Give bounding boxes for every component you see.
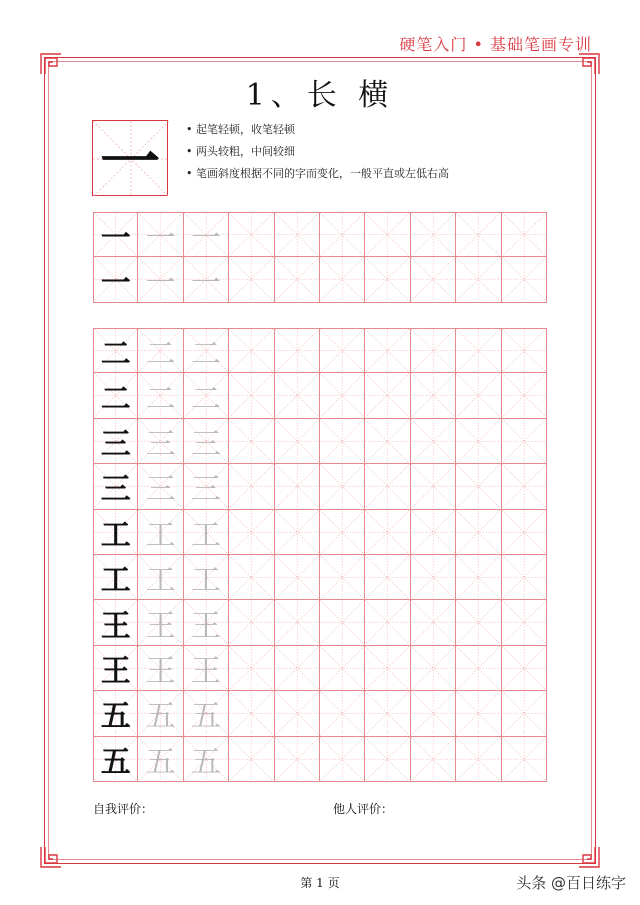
blank-practice-cell[interactable] bbox=[456, 212, 501, 257]
trace-character: 一 bbox=[190, 220, 221, 256]
trace-character: 三 bbox=[145, 472, 176, 508]
blank-practice-cell[interactable] bbox=[275, 212, 320, 257]
blank-practice-cell[interactable] bbox=[456, 257, 501, 302]
demo-character: 一 bbox=[100, 128, 160, 198]
blank-practice-cell[interactable] bbox=[275, 600, 320, 645]
blank-practice-cell[interactable] bbox=[411, 328, 456, 373]
trace-character: 王 bbox=[190, 653, 221, 689]
model-cell bbox=[93, 212, 138, 257]
blank-practice-cell[interactable] bbox=[456, 464, 501, 509]
blank-practice-cell[interactable] bbox=[456, 691, 501, 736]
blank-practice-cell[interactable] bbox=[411, 691, 456, 736]
model-cell bbox=[184, 212, 229, 257]
model-cell bbox=[138, 555, 183, 600]
model-character: 工 bbox=[100, 517, 131, 553]
trace-character: 五 bbox=[190, 699, 221, 735]
blank-practice-cell[interactable] bbox=[275, 419, 320, 464]
model-cell bbox=[93, 464, 138, 509]
model-character: 五 bbox=[100, 744, 131, 780]
blank-practice-cell[interactable] bbox=[275, 555, 320, 600]
corner-ornament bbox=[40, 846, 62, 868]
practice-grid-top bbox=[93, 212, 547, 303]
trace-character: 三 bbox=[190, 426, 221, 462]
model-cell bbox=[93, 328, 138, 373]
grid-row bbox=[93, 257, 547, 302]
model-cell bbox=[93, 510, 138, 555]
blank-practice-cell[interactable] bbox=[456, 510, 501, 555]
blank-practice-cell[interactable] bbox=[365, 373, 410, 418]
blank-practice-cell[interactable] bbox=[275, 328, 320, 373]
blank-practice-cell[interactable] bbox=[502, 373, 547, 418]
model-character: 三 bbox=[100, 472, 131, 508]
blank-practice-cell[interactable] bbox=[502, 419, 547, 464]
blank-practice-cell[interactable] bbox=[320, 212, 365, 257]
trace-character: 二 bbox=[190, 336, 221, 372]
blank-practice-cell[interactable] bbox=[229, 464, 274, 509]
model-cell bbox=[184, 737, 229, 782]
corner-ornament bbox=[578, 846, 600, 868]
tip-item: • 起笔轻顿，收笔轻顿 bbox=[186, 119, 449, 141]
blank-practice-cell[interactable] bbox=[502, 555, 547, 600]
blank-practice-cell[interactable] bbox=[229, 212, 274, 257]
grid-row bbox=[93, 212, 547, 257]
self-evaluation-label: 自我评价： bbox=[93, 802, 154, 816]
blank-practice-cell[interactable] bbox=[275, 464, 320, 509]
model-cell bbox=[138, 646, 183, 691]
blank-practice-cell[interactable] bbox=[275, 257, 320, 302]
blank-practice-cell[interactable] bbox=[365, 691, 410, 736]
blank-practice-cell[interactable] bbox=[456, 646, 501, 691]
model-cell bbox=[138, 737, 183, 782]
blank-practice-cell[interactable] bbox=[320, 737, 365, 782]
blank-practice-cell[interactable] bbox=[365, 510, 410, 555]
trace-character: 五 bbox=[145, 699, 176, 735]
blank-practice-cell[interactable] bbox=[502, 257, 547, 302]
blank-practice-cell[interactable] bbox=[502, 328, 547, 373]
model-cell bbox=[138, 257, 183, 302]
blank-practice-cell[interactable] bbox=[411, 212, 456, 257]
blank-practice-cell[interactable] bbox=[229, 257, 274, 302]
grid-row bbox=[93, 555, 547, 600]
trace-character: 三 bbox=[145, 426, 176, 462]
model-character: 一 bbox=[100, 220, 131, 256]
blank-practice-cell[interactable] bbox=[411, 737, 456, 782]
model-cell bbox=[184, 464, 229, 509]
blank-practice-cell[interactable] bbox=[502, 600, 547, 645]
blank-practice-cell[interactable] bbox=[411, 600, 456, 645]
model-cell bbox=[93, 257, 138, 302]
tips-list bbox=[186, 119, 449, 185]
blank-practice-cell[interactable] bbox=[365, 419, 410, 464]
trace-character: 一 bbox=[145, 265, 176, 301]
model-cell bbox=[138, 419, 183, 464]
blank-practice-cell[interactable] bbox=[275, 691, 320, 736]
series-title: 硬笔入门 • 基础笔画专训 bbox=[399, 35, 592, 54]
blank-practice-cell[interactable] bbox=[320, 510, 365, 555]
model-cell bbox=[93, 737, 138, 782]
blank-practice-cell[interactable] bbox=[411, 464, 456, 509]
blank-practice-cell[interactable] bbox=[275, 510, 320, 555]
blank-practice-cell[interactable] bbox=[320, 600, 365, 645]
model-cell bbox=[138, 464, 183, 509]
model-cell bbox=[184, 510, 229, 555]
blank-practice-cell[interactable] bbox=[229, 419, 274, 464]
model-cell bbox=[138, 212, 183, 257]
grid-row bbox=[93, 600, 547, 645]
tip-item: • 笔画斜度根据不同的字而变化，一般平直或左低右高 bbox=[186, 163, 449, 185]
trace-character: 王 bbox=[145, 608, 176, 644]
blank-practice-cell[interactable] bbox=[365, 212, 410, 257]
grid-row bbox=[93, 464, 547, 509]
model-cell bbox=[184, 328, 229, 373]
trace-character: 二 bbox=[190, 381, 221, 417]
trace-character: 王 bbox=[145, 653, 176, 689]
grid-row bbox=[93, 510, 547, 555]
blank-practice-cell[interactable] bbox=[320, 373, 365, 418]
trace-character: 三 bbox=[190, 472, 221, 508]
trace-character: 一 bbox=[190, 265, 221, 301]
grid-row bbox=[93, 691, 547, 736]
trace-character: 工 bbox=[145, 517, 176, 553]
blank-practice-cell[interactable] bbox=[365, 646, 410, 691]
demo-box bbox=[92, 120, 168, 196]
model-character: 一 bbox=[100, 265, 131, 301]
blank-practice-cell[interactable] bbox=[365, 328, 410, 373]
model-cell bbox=[93, 555, 138, 600]
model-character: 王 bbox=[100, 608, 131, 644]
practice-grid-main bbox=[93, 328, 547, 782]
blank-practice-cell[interactable] bbox=[320, 257, 365, 302]
grid-row bbox=[93, 373, 547, 418]
model-cell bbox=[184, 419, 229, 464]
model-character: 二 bbox=[100, 381, 131, 417]
grid-row bbox=[93, 646, 547, 691]
blank-practice-cell[interactable] bbox=[456, 737, 501, 782]
blank-practice-cell[interactable] bbox=[320, 328, 365, 373]
trace-character: 王 bbox=[190, 608, 221, 644]
blank-practice-cell[interactable] bbox=[411, 257, 456, 302]
grid-row bbox=[93, 419, 547, 464]
blank-practice-cell[interactable] bbox=[502, 510, 547, 555]
model-character: 王 bbox=[100, 653, 131, 689]
blank-practice-cell[interactable] bbox=[229, 373, 274, 418]
trace-character: 工 bbox=[190, 517, 221, 553]
blank-practice-cell[interactable] bbox=[229, 555, 274, 600]
grid-row bbox=[93, 328, 547, 373]
blank-practice-cell[interactable] bbox=[229, 510, 274, 555]
trace-character: 工 bbox=[190, 563, 221, 599]
model-cell bbox=[93, 646, 138, 691]
model-cell bbox=[93, 600, 138, 645]
model-cell bbox=[93, 691, 138, 736]
trace-character: 二 bbox=[145, 381, 176, 417]
model-cell bbox=[184, 373, 229, 418]
blank-practice-cell[interactable] bbox=[411, 373, 456, 418]
grid-row bbox=[93, 737, 547, 782]
blank-practice-cell[interactable] bbox=[320, 646, 365, 691]
blank-practice-cell[interactable] bbox=[456, 328, 501, 373]
trace-character: 工 bbox=[145, 563, 176, 599]
model-cell bbox=[138, 600, 183, 645]
trace-character: 五 bbox=[190, 744, 221, 780]
blank-practice-cell[interactable] bbox=[229, 328, 274, 373]
page-number: 第 1 页 bbox=[300, 876, 340, 890]
model-cell bbox=[184, 646, 229, 691]
blank-practice-cell[interactable] bbox=[275, 373, 320, 418]
blank-practice-cell[interactable] bbox=[275, 646, 320, 691]
blank-practice-cell[interactable] bbox=[365, 555, 410, 600]
blank-practice-cell[interactable] bbox=[411, 510, 456, 555]
blank-practice-cell[interactable] bbox=[229, 646, 274, 691]
model-character: 三 bbox=[100, 426, 131, 462]
tip-item: • 两头较粗，中间较细 bbox=[186, 141, 449, 163]
model-cell bbox=[93, 419, 138, 464]
blank-practice-cell[interactable] bbox=[456, 555, 501, 600]
blank-practice-cell[interactable] bbox=[320, 555, 365, 600]
blank-practice-cell[interactable] bbox=[365, 737, 410, 782]
blank-practice-cell[interactable] bbox=[229, 691, 274, 736]
blank-practice-cell[interactable] bbox=[229, 737, 274, 782]
blank-practice-cell[interactable] bbox=[365, 600, 410, 645]
model-cell bbox=[138, 510, 183, 555]
model-cell bbox=[184, 600, 229, 645]
blank-practice-cell[interactable] bbox=[411, 646, 456, 691]
model-character: 二 bbox=[100, 336, 131, 372]
model-cell bbox=[138, 328, 183, 373]
blank-practice-cell[interactable] bbox=[365, 464, 410, 509]
watermark: 头条 @百日练字 bbox=[516, 874, 626, 892]
blank-practice-cell[interactable] bbox=[502, 464, 547, 509]
blank-practice-cell[interactable] bbox=[365, 257, 410, 302]
model-cell bbox=[138, 373, 183, 418]
blank-practice-cell[interactable] bbox=[320, 419, 365, 464]
model-cell bbox=[184, 257, 229, 302]
blank-practice-cell[interactable] bbox=[229, 600, 274, 645]
model-cell bbox=[184, 691, 229, 736]
model-character: 工 bbox=[100, 563, 131, 599]
blank-practice-cell[interactable] bbox=[456, 373, 501, 418]
blank-practice-cell[interactable] bbox=[456, 419, 501, 464]
blank-practice-cell[interactable] bbox=[320, 691, 365, 736]
blank-practice-cell[interactable] bbox=[411, 419, 456, 464]
model-cell bbox=[138, 691, 183, 736]
model-character: 五 bbox=[100, 699, 131, 735]
model-cell bbox=[93, 373, 138, 418]
blank-practice-cell[interactable] bbox=[502, 646, 547, 691]
blank-practice-cell[interactable] bbox=[502, 212, 547, 257]
peer-evaluation-label: 他人评价： bbox=[333, 802, 394, 816]
trace-character: 五 bbox=[145, 744, 176, 780]
lesson-title: 1、长 横 bbox=[245, 78, 395, 113]
blank-practice-cell[interactable] bbox=[275, 737, 320, 782]
blank-practice-cell[interactable] bbox=[320, 464, 365, 509]
model-cell bbox=[184, 555, 229, 600]
blank-practice-cell[interactable] bbox=[502, 691, 547, 736]
blank-practice-cell[interactable] bbox=[456, 600, 501, 645]
trace-character: 二 bbox=[145, 336, 176, 372]
blank-practice-cell[interactable] bbox=[502, 737, 547, 782]
trace-character: 一 bbox=[145, 220, 176, 256]
blank-practice-cell[interactable] bbox=[411, 555, 456, 600]
